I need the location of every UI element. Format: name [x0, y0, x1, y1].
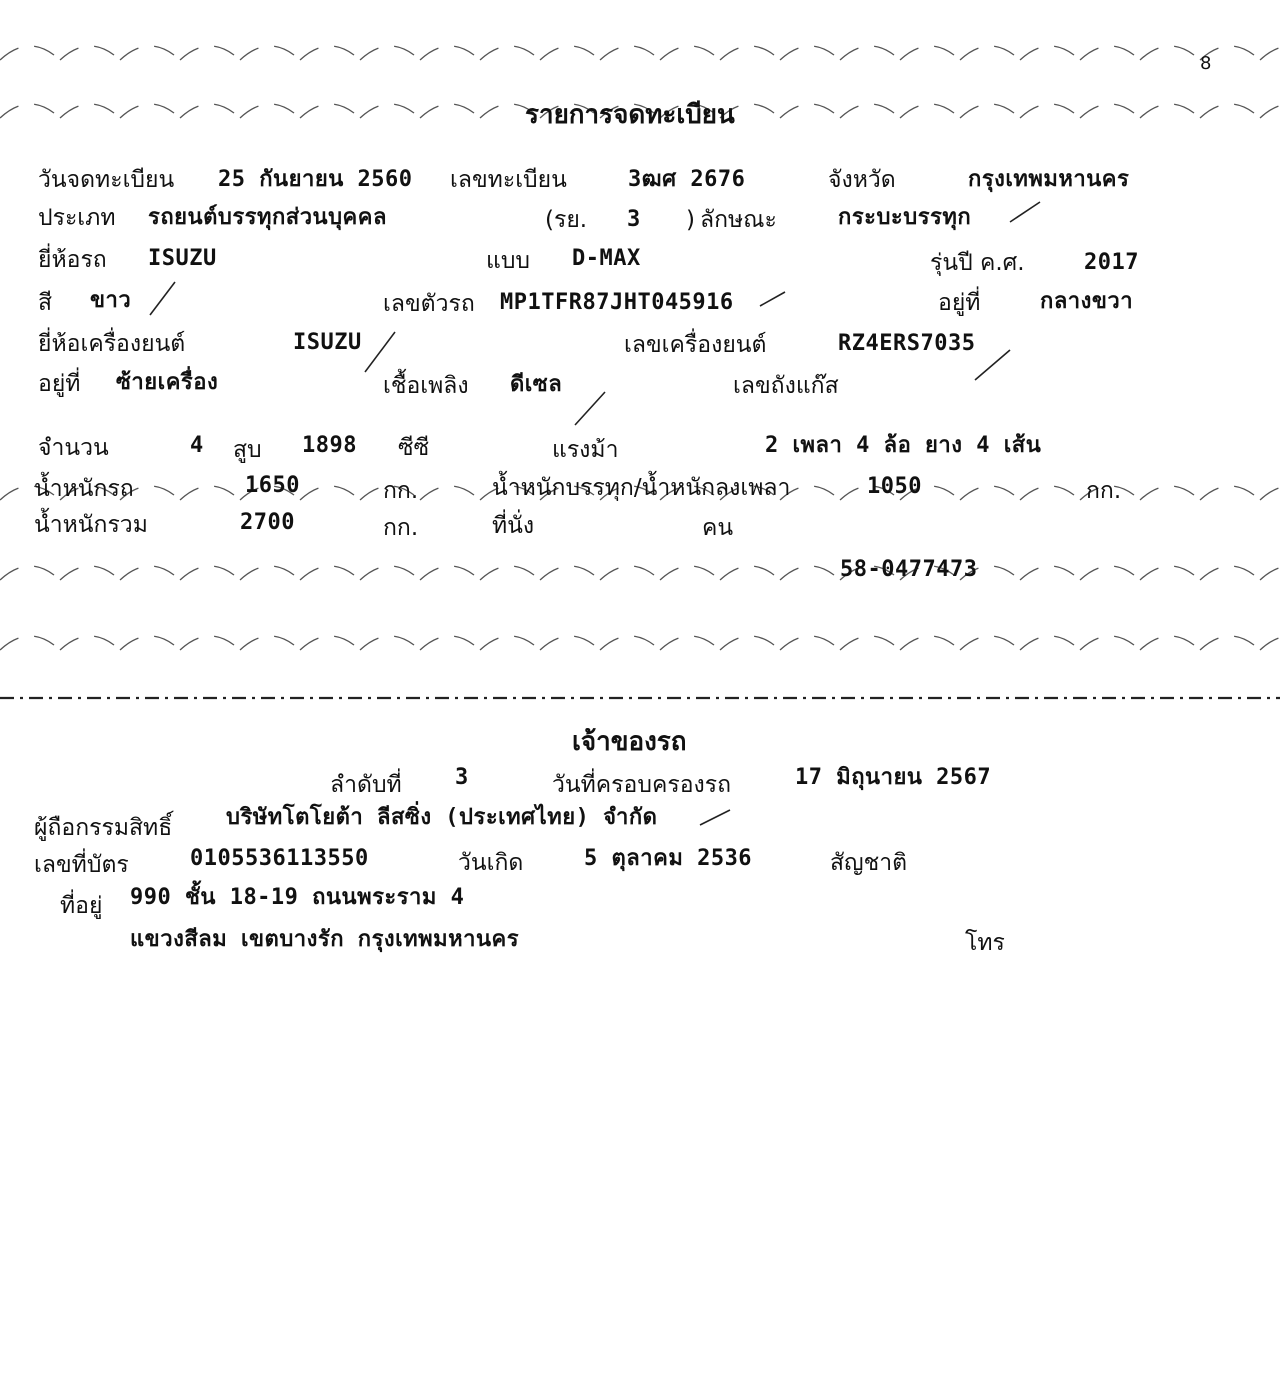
weight-unit: กก. [383, 478, 419, 504]
possession-date-value: 17 มิถุนายน 2567 [795, 765, 992, 790]
page-number: 8 [1200, 53, 1212, 74]
body-label: ลักษณะ [700, 207, 777, 233]
cc-unit: ซีซี [398, 435, 430, 461]
phone-label: โทร [965, 930, 1005, 956]
engine-number-value: RZ4ERS7035 [838, 331, 976, 356]
cc-value: 1898 [302, 433, 357, 458]
reg-date-value: 25 กันยายน 2560 [218, 167, 413, 192]
load-label: น้ำหนักบรรทุก/น้ำหนักลงเพลา [492, 475, 791, 501]
color-label: สี [38, 290, 53, 316]
card-number-value: 0105536113550 [190, 846, 369, 871]
engine-number-label: เลขเครื่องยนต์ [624, 332, 767, 358]
engine-location-label: อยู่ที่ [38, 371, 81, 397]
type-value: รถยนต์บรรทุกส่วนบุคคล [148, 205, 387, 230]
model-value: D-MAX [572, 246, 641, 271]
address-label: ที่อยู่ [60, 893, 103, 919]
fuel-value: ดีเซล [510, 372, 563, 397]
owner-seq-value: 3 [455, 765, 469, 790]
cylinder-value: 4 [190, 433, 204, 458]
plate-label: เลขทะเบียน [450, 167, 567, 193]
reg-date-label: วันจดทะเบียน [38, 167, 175, 193]
possession-date-label: วันที่ครอบครองรถ [552, 772, 732, 798]
engine-brand-value: ISUZU [293, 330, 362, 355]
birth-date-value: 5 ตุลาคม 2536 [584, 846, 753, 871]
holder-label: ผู้ถือกรรมสิทธิ์ [34, 815, 173, 841]
address-line-1: 990 ชั้น 18-19 ถนนพระราม 4 [130, 885, 465, 910]
type-label: ประเภท [38, 205, 116, 231]
horsepower-label: แรงม้า [552, 437, 619, 463]
chassis-value: MP1TFR87JHT045916 [500, 290, 734, 315]
holder-value: บริษัทโตโยต้า ลีสซิ่ง (ประเทศไทย) จำกัด [226, 805, 658, 830]
nationality-label: สัญชาติ [830, 850, 908, 876]
type-code-close: ) [686, 207, 695, 233]
type-code-open: (รย. [545, 207, 588, 233]
gross-weight-unit: กก. [383, 515, 419, 541]
weight-value: 1650 [245, 473, 300, 498]
seat-label: ที่นั่ง [492, 513, 535, 539]
card-number-label: เลขที่บัตร [34, 852, 129, 878]
fuel-label: เชื้อเพลิง [383, 373, 469, 399]
engine-brand-label: ยี่ห้อเครื่องยนต์ [38, 331, 186, 357]
province-value: กรุงเทพมหานคร [968, 167, 1130, 192]
seat-unit: คน [702, 515, 734, 541]
engine-location-value: ซ้ายเครื่อง [116, 370, 219, 395]
axle-wheel-tyre-value: 2 เพลา 4 ล้อ ยาง 4 เส้น [765, 433, 1042, 458]
document-number: 58-0477473 [840, 557, 978, 582]
model-label: แบบ [486, 248, 531, 274]
color-value: ขาว [90, 288, 132, 313]
brand-value: ISUZU [148, 246, 217, 271]
gross-weight-value: 2700 [240, 510, 295, 535]
gas-tank-label: เลขถังแก๊ส [733, 373, 839, 399]
year-label: รุ่นปี ค.ศ. [930, 250, 1025, 276]
cylinder-label: จำนวน [38, 435, 109, 461]
gross-weight-label: น้ำหนักรวม [34, 512, 148, 538]
chassis-location-label: อยู่ที่ [938, 290, 981, 316]
weight-label: น้ำหนักรถ [34, 476, 134, 502]
province-label: จังหวัด [828, 167, 896, 193]
chassis-location-value: กลางขวา [1040, 289, 1134, 314]
plate-value: 3ฒศ 2676 [628, 167, 746, 192]
owner-title: เจ้าของรถ [572, 727, 687, 757]
year-value: 2017 [1084, 250, 1139, 275]
owner-seq-label: ลำดับที่ [330, 772, 402, 798]
cylinder-unit: สูบ [233, 437, 262, 463]
registration-title: รายการจดทะเบียน [525, 100, 735, 130]
address-line-2: แขวงสีลม เขตบางรัก กรุงเทพมหานคร [130, 927, 520, 952]
type-code-value: 3 [627, 207, 641, 232]
chassis-label: เลขตัวรถ [383, 291, 475, 317]
body-value: กระบะบรรทุก [838, 205, 972, 230]
brand-label: ยี่ห้อรถ [38, 247, 107, 273]
load-unit: กก. [1086, 478, 1122, 504]
birth-date-label: วันเกิด [458, 850, 524, 876]
load-value: 1050 [867, 474, 922, 499]
